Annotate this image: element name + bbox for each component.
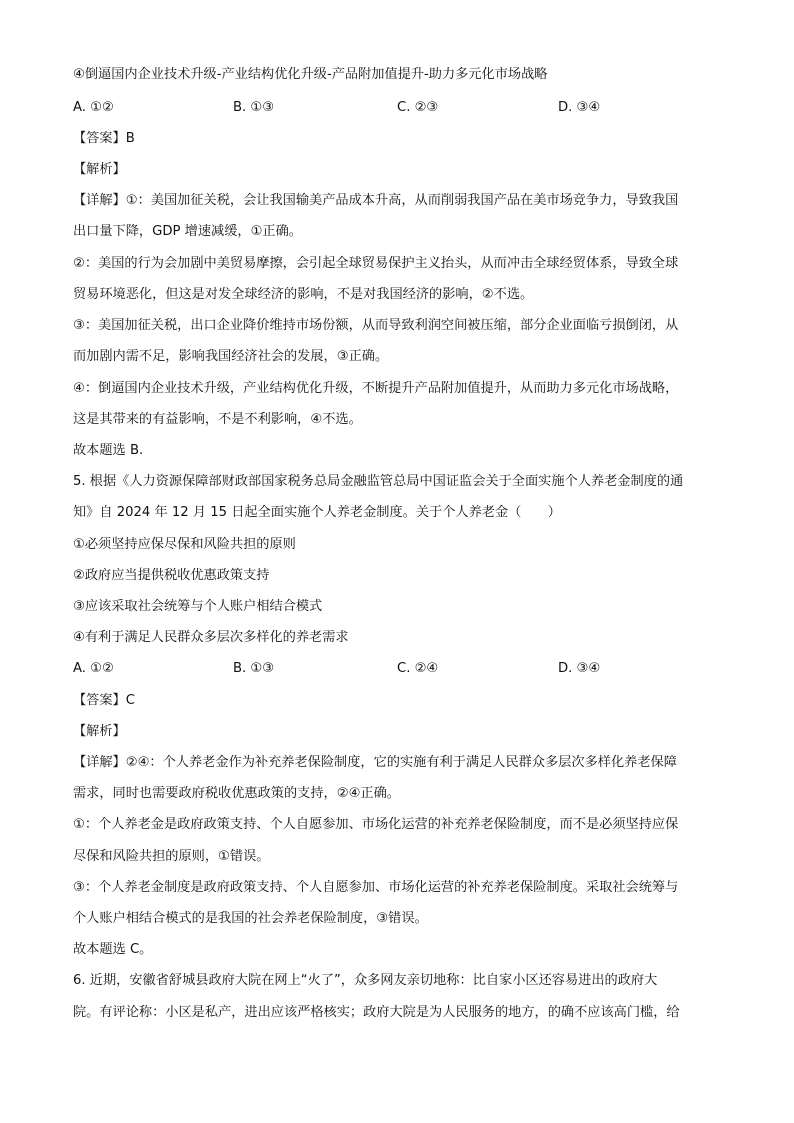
q5-detail-line: 【详解】②④：个人养老金作为补充养老保险制度，它的实施有利于满足人民群众多层次多样化养老保障 [73,755,677,770]
q4-detail-line: 【详解】①：美国加征关税，会让我国输美产品成本升高，从而削弱我国产品在美市场竞争力，导致我国 [73,193,679,208]
q5-item-3: ③应该采取社会统筹与个人账户相结合模式 [73,599,323,614]
q5-detail-line: 尽保和风险共担的原则，①错误。 [73,849,270,864]
q4-conclusion: 故本题选 B. [73,443,144,458]
q4-option-c: C. ②③ [397,100,439,115]
q4-option-d: D. ③④ [558,100,601,115]
q5-item-1: ①必须坚持应保尽保和风险共担的原则 [73,537,296,552]
q4-item-4: ④倒逼国内企业技术升级-产业结构优化升级-产品附加值提升-助力多元化市场战略 [73,67,548,82]
q4-detail-line: ④：倒逼国内企业技术升级，产业结构优化升级，不断提升产品附加值提升，从而助力多元化市场战略， [73,381,679,396]
q5-option-b: B. ①③ [233,661,275,676]
q5-answer: 【答案】C [73,693,135,708]
q4-detail-line: 贸易环境恶化，但这是对发全球经济的影响，不是对我国经济的影响，②不选。 [73,287,534,302]
q5-conclusion: 故本题选 C。 [73,942,153,957]
q5-item-2: ②政府应当提供税收优惠政策支持 [73,568,270,583]
q5-option-d: D. ③④ [558,661,601,676]
q4-answer: 【答案】B [73,131,135,146]
q5-analysis-label: 【解析】 [73,724,126,739]
q4-option-b: B. ①③ [233,100,275,115]
q6-stem-line: 院。有评论称：小区是私产，进出应该严格核实；政府大院是为人民服务的地方，的确不应该高门槛，给 [73,1005,680,1020]
q5-detail-line: 需求，同时也需要政府税收优惠政策的支持，②④正确。 [73,786,400,801]
q4-detail-line: ③：美国加征关税，出口企业降价维持市场份额，从而导致利润空间被压缩，部分企业面临亏损倒闭，从 [73,318,679,333]
q5-detail-line: ③：个人养老金制度是政府政策支持、个人自愿参加、市场化运营的补充养老保险制度。采取社会统筹与 [73,880,679,895]
q4-options [73,99,733,117]
q5-option-a: A. ①② [73,661,114,676]
q4-option-a: A. ①② [73,100,114,115]
q4-analysis-label: 【解析】 [73,162,126,177]
q5-item-4: ④有利于满足人民群众多层次多样化的养老需求 [73,630,349,645]
q5-detail-line: ①：个人养老金是政府政策支持、个人自愿参加、市场化运营的补充养老保险制度，而不是必须坚持应保 [73,817,679,832]
q6-stem-line: 6. 近期，安徽省舒城县政府大院在网上“火了”，众多网友亲切地称：比自家小区还容易进出的政府大 [73,973,658,988]
q5-detail-line: 个人账户相结合模式的是我国的社会养老保险制度，③错误。 [73,911,428,926]
q4-detail-line: 这是其带来的有益影响，不是不利影响，④不选。 [73,412,362,427]
q5-stem-line: 5. 根据《人力资源保障部财政部国家税务总局金融监管总局中国证监会关于全面实施个人养老金制度的通 [73,474,684,489]
q4-detail-line: 而加剧内需不足，影响我国经济社会的发展，③正确。 [73,349,389,364]
q5-option-c: C. ②④ [397,661,439,676]
q5-stem-line: 知》自 2024 年 12 月 15 日起全面实施个人养老金制度。关于个人养老金（ ） [73,505,561,520]
q4-detail-line: ②：美国的行为会加剧中美贸易摩擦，会引起全球贸易保护主义抬头，从而冲击全球经贸体系，导致全球 [73,256,679,271]
q4-detail-line: 出口量下降，GDP 增速减缓，①正确。 [73,224,302,239]
q5-options [73,660,733,678]
